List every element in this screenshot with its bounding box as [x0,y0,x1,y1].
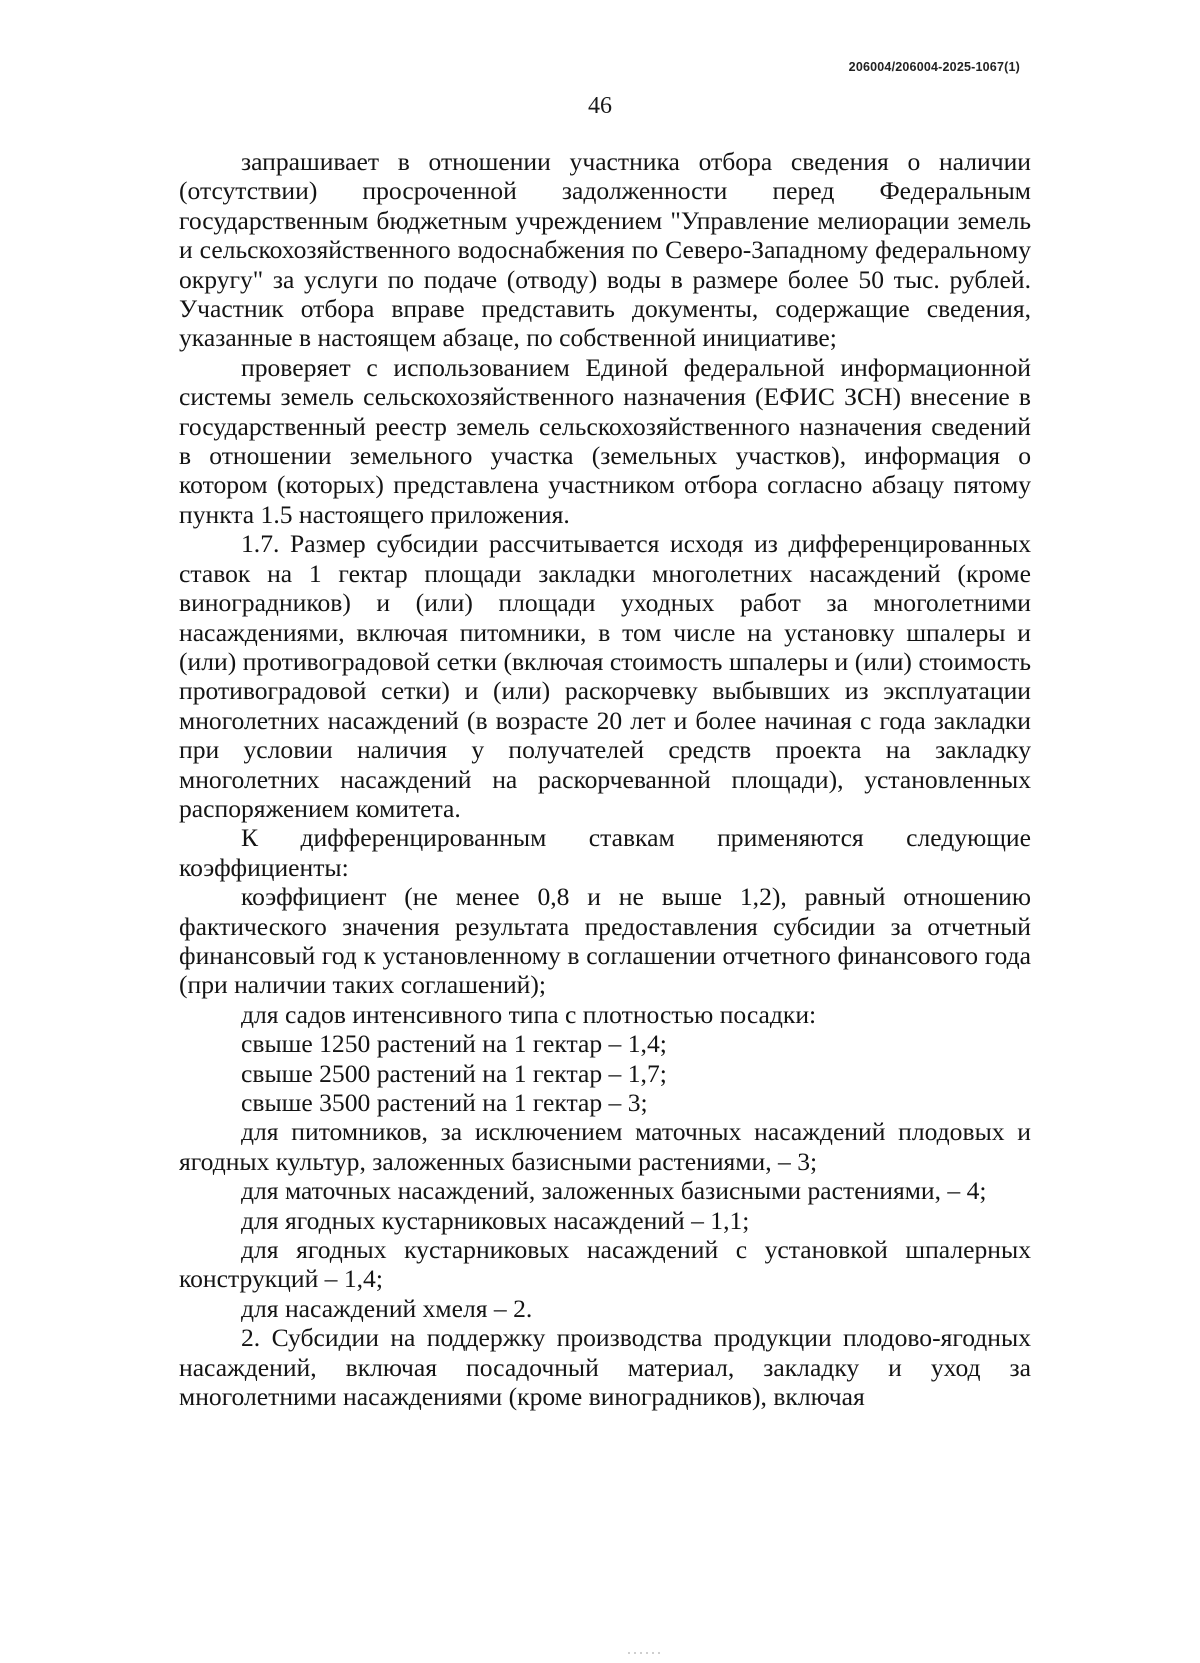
page-number: 46 [588,93,612,119]
list-item-berry-bushes-trellis: для ягодных кустарниковых насаждений с установкой шпалерных конструкций – 1,4; [179,1235,1031,1294]
paragraph-coefficients-intro: К дифференцированным ставкам применяются следующие коэффициенты: [179,823,1031,882]
document-body [179,147,1031,1411]
list-item-mother-plantings: для маточных насаждений, заложенных базисными растениями, – 4; [241,1176,987,1206]
paragraph-1-7-subsidy-size: 1.7. Размер субсидии рассчитывается исходя из дифференцированных ставок на 1 гектар площади закладки многолетних насаждений (кроме виноградников) и (или) площади уходных работ за многолетними насаждениями, включая питомники, в том числе на установку шпалеры и (или) противоградовой сетки (включая стоимость шпалеры и (или) стоимость противоградовой сетки) и (или) раскорчевку выбывших из эксплуатации многолетних насаждений (в возрасте 20 лет и более начиная с года закладки при условии наличия у получателей средств проекта на закладку многолетних насаждений на раскорчеванной площади), установленных распоряжением комитета. [179,529,1031,823]
document-registration-number: 206004/206004-2025-1067(1) [848,60,1020,74]
paragraph-coefficient-result: коэффициент (не менее 0,8 и не выше 1,2), равный отношению фактического значения результата предоставления субсидии за отчетный финансовый год к установленному в соглашении отчетного финансового года (при наличии таких соглашений); [179,882,1031,1000]
list-item-density-2500: свыше 2500 растений на 1 гектар – 1,7; [241,1058,667,1088]
list-item-berry-bushes: для ягодных кустарниковых насаждений – 1,1; [241,1205,750,1235]
list-item-density-3500: свыше 3500 растений на 1 гектар – 3; [241,1088,648,1117]
paragraph-efis-check: проверяет с использованием Единой федеральной информационной системы земель сельскохозяйственного назначения (ЕФИС ЗСН) внесение в государственный реестр земель сельскохозяйственного назначения сведений в отношении земельного участка (земельных участков), информация о котором (которых) представлена участником отбора согласно абзацу пятому пункта 1.5 настоящего приложения. [179,352,1031,529]
paragraph-2-production-subsidy: 2. Субсидии на поддержку производства продукции плодово-ягодных насаждений, включая посадочный материал, закладку и уход за многолетними насаждениями (кроме виноградников), включая [179,1323,1031,1412]
paragraph-intensive-gardens: для садов интенсивного типа с плотностью посадки: [241,999,817,1029]
list-item-nurseries: для питомников, за исключением маточных насаждений плодовых и ягодных культур, заложенных базисными растениями, – 3; [179,1117,1031,1176]
list-item-density-1250: свыше 1250 растений на 1 гектар – 1,4; [241,1029,667,1059]
paragraph-request-arrears: запрашивает в отношении участника отбора сведения о наличии (отсутствии) просроченной задолженности перед Федеральным государственным бюджетным учреждением "Управление мелиорации земель и сельскохозяйственного водоснабжения по Северо-Западному федеральному округу" за услуги по подаче (отводу) воды в размере более 50 тыс. рублей. Участник отбора вправе представить документы, содержащие сведения, указанные в настоящем абзаце, по собственной инициативе; [179,147,1031,353]
scan-artifact [628,1652,662,1654]
list-item-hops: для насаждений хмеля – 2. [241,1293,533,1323]
